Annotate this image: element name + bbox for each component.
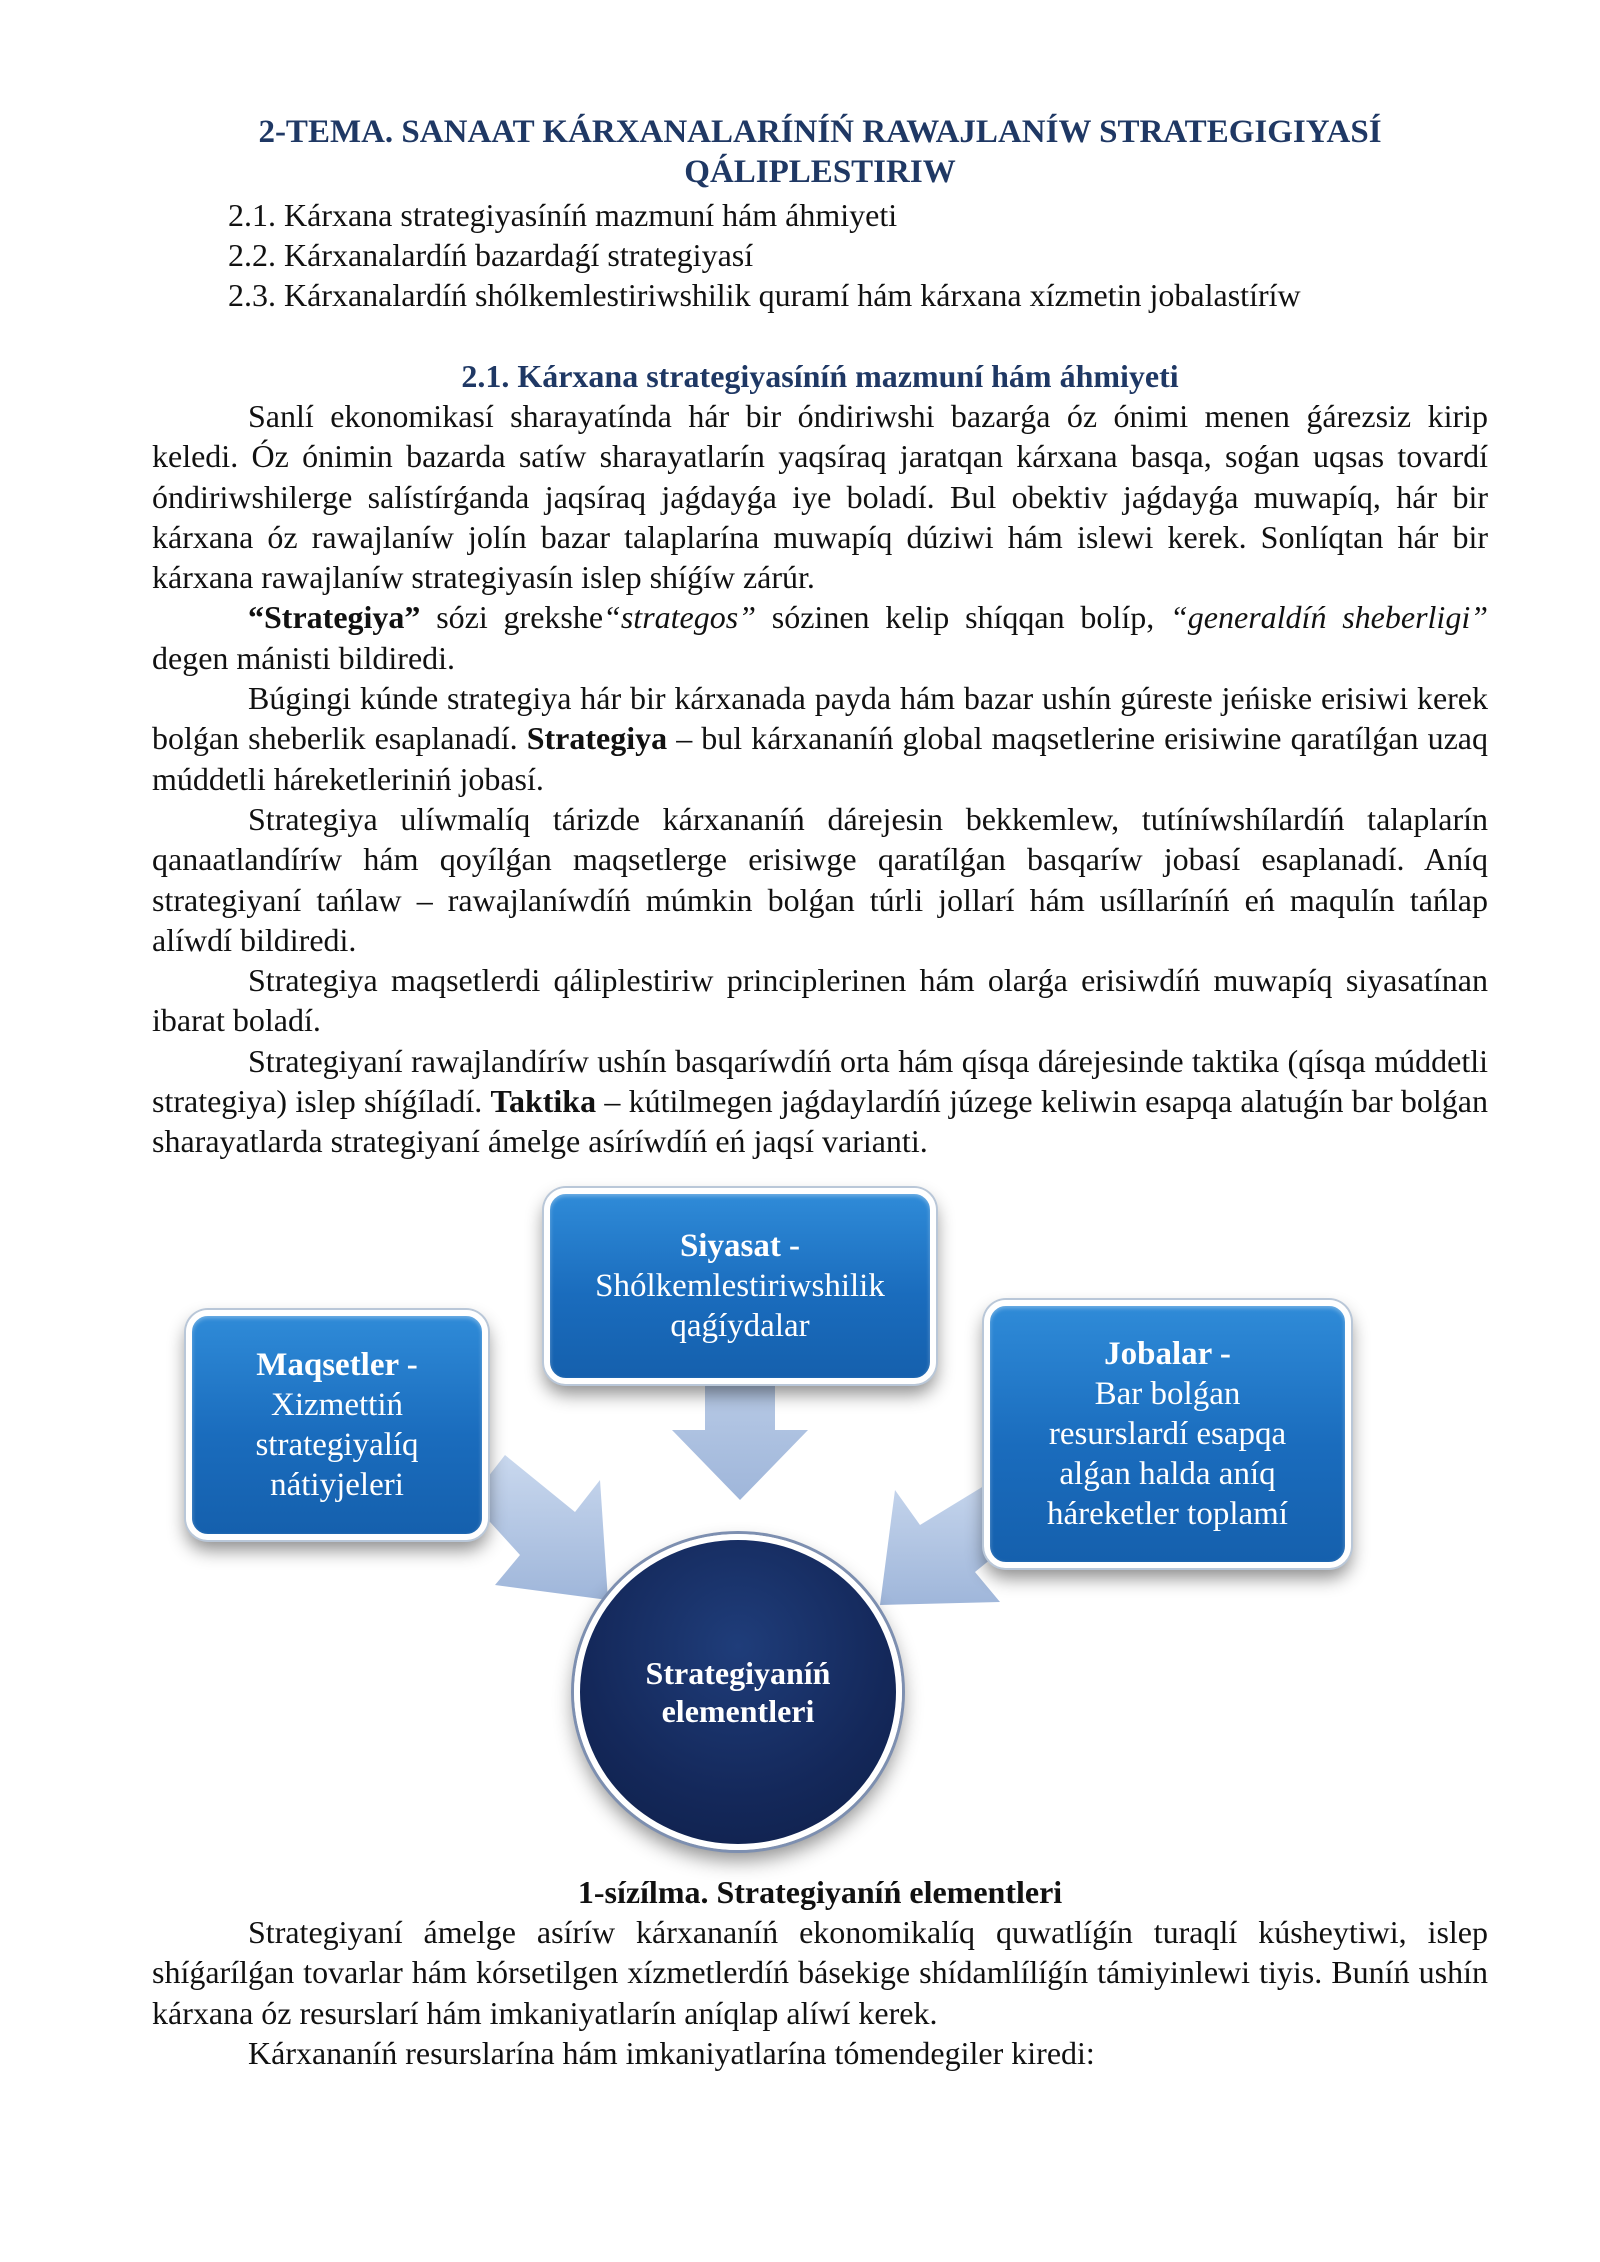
bold-term: “Strategiya” <box>248 599 421 636</box>
plans-text: Bar bolǵan <box>1094 1376 1241 1412</box>
italic-term: “strategos” <box>603 599 756 636</box>
goals-text: strategiyalíq <box>255 1427 419 1463</box>
section-title: 2.1. Kárxana strategiyasíníń mazmuní hám áhmiyeti <box>461 358 1179 394</box>
text-run: sózinen kelip shíqqan bolíp, <box>755 599 1170 636</box>
plans-text: alǵan halda aníq <box>1059 1456 1276 1492</box>
toc-item: 2.1. Kárxana strategiyasíníń mazmuní hám áhmiyeti <box>228 197 898 233</box>
plans-title: Jobalar - <box>1104 1336 1231 1372</box>
plans-box <box>984 1300 1351 1568</box>
center-label: elementleri <box>661 1693 815 1729</box>
policy-box <box>544 1188 936 1384</box>
paragraph: Kárxananíń resurslarína hám imkaniyatlarína tómendegiler kiredi: <box>248 2034 1095 2071</box>
body-text-bottom <box>152 1912 1488 2073</box>
text-run: – bul kárxananíń global maqsetlerine erisiwine qaratílǵan uzaq múddetli háreketleriniń jobasí. <box>152 720 1489 797</box>
bold-term: Taktika <box>490 1083 597 1120</box>
goals-text: nátiyjeleri <box>270 1467 404 1503</box>
paragraph: Strategiya ulíwmalíq tárizde kárxananíń dárejesin bekkemlew, tutíníwshílardíń talaplarín qanaatlandíríw hám qoyílǵan maqsetlerge erisiwge qaratílǵan basqaríw jobasí esaplanadí. Aníq strategiyaní tańlaw – rawajlaníwdíń múmkin bolǵan túrli jollarí hám usíllaríníń eń maqulín tańlap alíwdí bildiredi. <box>152 800 1488 958</box>
center-label: Strategiyaníń <box>645 1655 831 1691</box>
paragraph: Strategiyaní ámelge asíríw kárxananíń ekonomikalíq quwatlíǵín turaqlí kúsheytiwi, islep shíǵarílǵan tovarlar hám kórsetilgen xízmetlerdíń básekige shídamlílíǵín támiyinlewi tiyis. Buníń ushín kárxana óz resurslarí hám imkaniyatlarín aníqlap alíwí kerek. <box>152 1914 1488 2031</box>
toc-item: 2.3. Kárxanalardíń shólkemlestiriwshilik quramí hám kárxana xízmetin jobalastíríw <box>228 277 1301 313</box>
arrow-left-to-center <box>470 1455 608 1600</box>
text-run: Strategiyaní rawajlandíríw ushín basqaríwdíń orta hám qísqa dárejesinde taktika (qísqa múddetli strategiya) islep shíǵíladí. <box>152 1042 1488 1120</box>
goals-text: Xizmettiń <box>271 1387 403 1423</box>
toc-item: 2.2. Kárxanalardíń bazardaǵí strategiyasí <box>228 237 754 273</box>
chapter-title-line2: QÁLIPLESTIRIW <box>684 154 956 190</box>
goals-title: Maqsetler - <box>256 1347 418 1383</box>
bold-term: Strategiya <box>526 720 668 757</box>
text-run: degen mánisti bildiredi. <box>152 639 456 676</box>
policy-text: Shólkemlestiriwshilik <box>595 1268 885 1304</box>
plans-text: háreketler toplamí <box>1047 1496 1288 1532</box>
figure-caption: 1-sízílma. Strategiyaníń elementleri <box>577 1874 1063 1910</box>
plans-text: resurslardí esapqa <box>1048 1416 1287 1452</box>
paragraph: Sanlí ekonomikasí sharayatínda hár bir óndiriwshi bazarǵa óz ónimi menen ǵárezsiz kirip keledi. Óz ónimin bazarda satíw sharayatlarín yaqsíraq jaratqan kárxana basqa, soǵan uqsas tovardí óndiriwshilerge salístírǵanda jaqsíraq jaǵdayǵa iye boladí. Bul obektiv jaǵdayǵa muwapíq, hár bir kárxana óz rawajlaníw jolín bazar talaplarína muwapíq dúziwi hám islewi kerek. Sonlíqtan hár bir kárxana rawajlaníw strategiyasín islep shíǵíw zárúr. <box>152 398 1488 596</box>
policy-title: Siyasat - <box>679 1228 801 1264</box>
chapter-title-line1: 2-TEMA. SANAAT KÁRXANALARÍNÍŃ RAWAJLANÍW STRATEGIGIYASÍ <box>258 114 1382 150</box>
italic-term: “generaldíń sheberligi” <box>1170 599 1489 636</box>
text-run: – kútilmegen jaǵdaylardíń júzege keliwin esapqa alatuǵín bar bolǵan sharayatlarda strategiyaní ámelge asíríwdíń eń jaqsí varianti. <box>152 1083 1489 1160</box>
goals-box <box>186 1310 488 1540</box>
strategy-elements-circle <box>574 1534 902 1850</box>
text-run: Búgingi kúnde strategiya hár bir kárxanada payda hám bazar ushín gúreste jeńiske erisiwi kerek bolǵan sheberlik esaplanadí. <box>152 680 1488 757</box>
text-run: sózi grekshe <box>420 599 604 636</box>
paragraph: Strategiya maqsetlerdi qáliplestiriw principlerinen hám olarǵa erisiwdíń muwapíq siyasatínan ibarat boladí. <box>152 962 1488 1039</box>
policy-text: qaǵíydalar <box>670 1308 810 1344</box>
